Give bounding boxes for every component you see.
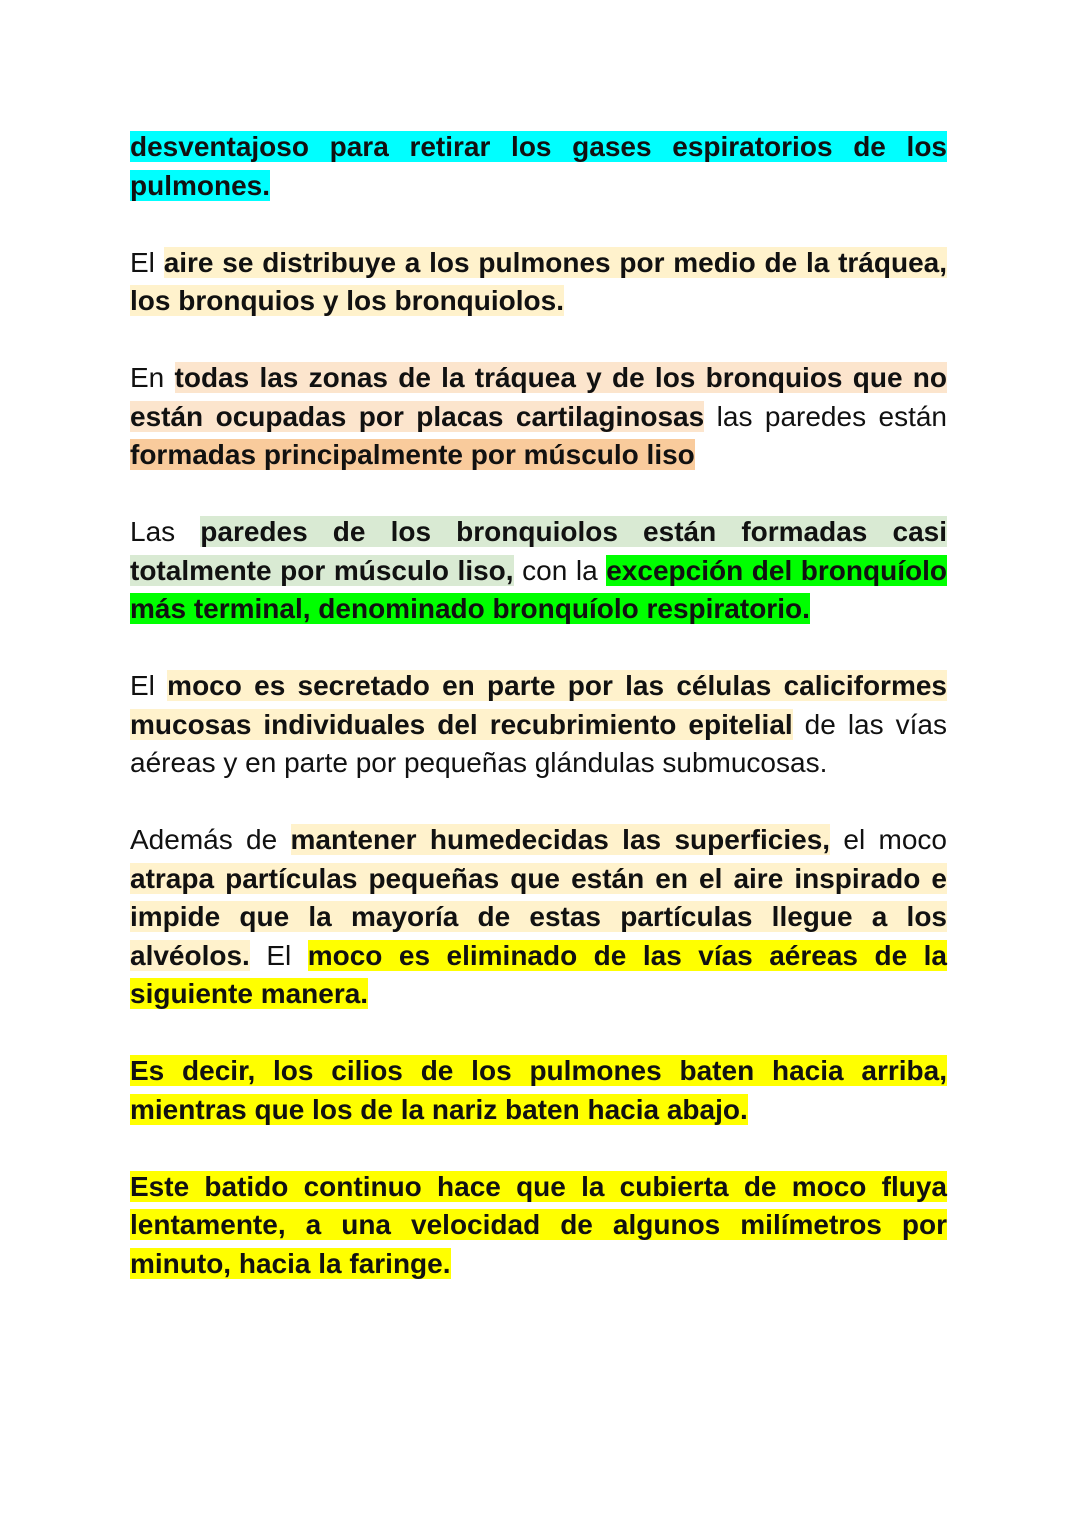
highlighted-text: moco es eliminado de las vías aéreas de la siguiente manera. bbox=[130, 939, 947, 1009]
paragraph-2 bbox=[130, 244, 947, 321]
highlighted-text: formadas principalmente por músculo liso bbox=[130, 439, 695, 470]
paragraph-3 bbox=[130, 359, 947, 475]
highlighted-text: excepción del bronquíolo más terminal, denominado bronquíolo respiratorio. bbox=[130, 554, 947, 624]
highlighted-text: Este batido continuo hace que la cubierta de moco fluya lentamente, a una velocidad de algunos milímetros por minuto, hacia la faringe. bbox=[130, 1170, 947, 1279]
plain-text: En bbox=[130, 362, 175, 393]
highlighted-text: desventajoso para retirar los gases espiratorios de los pulmones. bbox=[130, 131, 947, 201]
plain-text: de las vías aéreas y en parte por pequeñas glándulas submucosas. bbox=[130, 708, 947, 778]
paragraph-7 bbox=[130, 1052, 947, 1129]
highlighted-text: atrapa partículas pequeñas que están en el aire inspirado e impide que la mayoría de estas partículas llegue a los alvéolos. bbox=[130, 862, 947, 971]
plain-text: El bbox=[130, 246, 164, 278]
plain-text: El bbox=[249, 939, 308, 971]
paragraph-1 bbox=[130, 128, 947, 205]
plain-text: el moco bbox=[830, 824, 948, 855]
highlighted-text: mantener humedecidas las superficies, bbox=[290, 824, 831, 855]
highlighted-text: paredes de los bronquiolos están formadas casi totalmente por músculo liso, bbox=[130, 516, 947, 586]
paragraph-5 bbox=[130, 667, 947, 783]
highlighted-text: moco es secretado en parte por las células caliciformes mucosas individuales del recubrimiento epitelial bbox=[130, 670, 947, 740]
plain-text: El bbox=[130, 670, 168, 701]
paragraph-4 bbox=[130, 513, 947, 629]
document-body bbox=[130, 128, 947, 1322]
plain-text: Además de bbox=[130, 824, 291, 855]
paragraph-8 bbox=[130, 1168, 947, 1284]
plain-text: con la bbox=[513, 554, 607, 586]
plain-text: Las bbox=[130, 516, 201, 547]
paragraph-6 bbox=[130, 821, 947, 1014]
highlighted-text: todas las zonas de la tráquea y de los bronquios que no están ocupadas por placas cartilaginosas bbox=[130, 362, 947, 432]
plain-text: las paredes están bbox=[704, 400, 948, 432]
highlighted-text: aire se distribuye a los pulmones por medio de la tráquea, los bronquios y los bronquiolos. bbox=[130, 246, 947, 316]
highlighted-text: Es decir, los cilios de los pulmones baten hacia arriba, mientras que los de la nariz baten hacia abajo. bbox=[130, 1055, 947, 1125]
